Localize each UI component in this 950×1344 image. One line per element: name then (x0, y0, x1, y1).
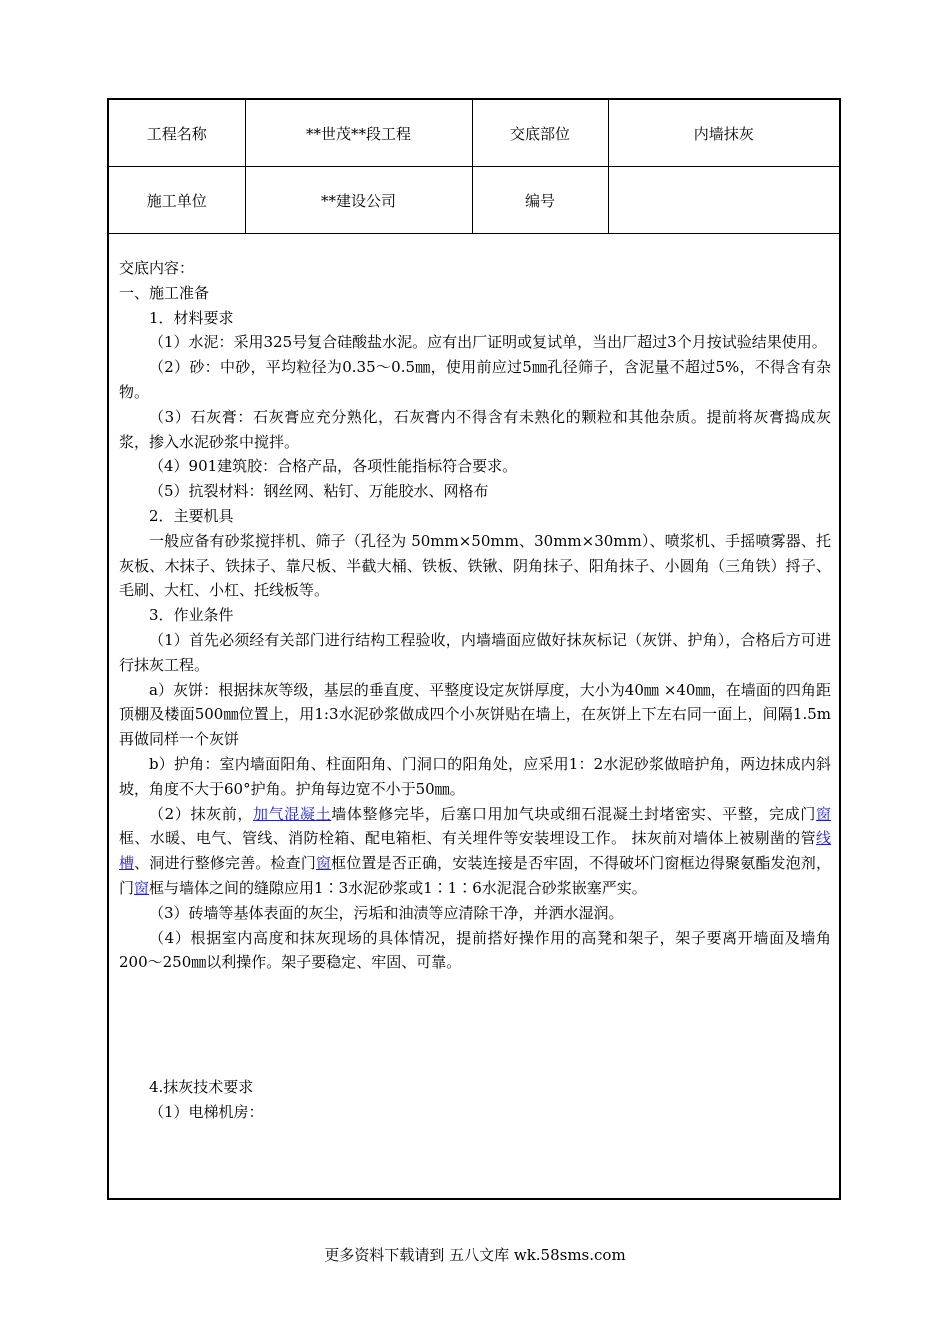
link-window[interactable]: 窗 (815, 804, 831, 823)
text-run: 框与墙体之间的缝隙应用1∶3水泥砂浆或1∶1∶6水泥混合砂浆嵌塞严实。 (149, 878, 647, 897)
text-run: （2）抹灰前， (149, 804, 254, 823)
link-aerated-concrete[interactable]: 加气混凝土 (253, 804, 332, 823)
disclosure-form (107, 98, 841, 1200)
paragraph: （3）砖墙等基体表面的灰尘，污垢和油渍等应清除干净，并洒水湿润。 (149, 903, 624, 922)
subsection-heading: 3．作业条件 (149, 606, 234, 625)
link-window[interactable]: 窗 (134, 878, 150, 897)
position-value: 内墙抹灰 (608, 100, 839, 167)
link-window[interactable]: 窗 (315, 854, 332, 873)
number-value (608, 167, 839, 234)
text-run: 框、水暖、电气、管线、消防栓箱、配电箱柜、有关埋件等安装埋设工作。 抹灰前对墙体上被剔凿的管 (119, 829, 816, 848)
text-run: 墙体整修完毕，后塞口用加气块或细石混凝土封堵密实、平整，完成门 (331, 804, 816, 823)
paragraph: a）灰饼：根据抹灰等级，基层的垂直度、平整度设定灰饼厚度，大小为40㎜ ×40㎜，在墙面的四角距顶棚及楼面500㎜位置上，用1:3水泥砂浆做成四个小灰饼贴在墙上，在灰饼上下左右同一面上，间隔1.5m再做同样一个灰饼 (119, 680, 831, 749)
paragraph: （2）砂：中砂，平均粒径为0.35～0.5㎜，使用前应过5㎜孔径筛子，含泥量不超过5%，不得含有杂物。 (119, 358, 831, 401)
paragraph: （5）抗裂材料：钢丝网、粘钉、万能胶水、网格布 (149, 482, 489, 501)
subsection-heading: 1．材料要求 (149, 308, 234, 327)
paragraph: （1）电梯机房： (149, 1102, 264, 1121)
footer-text: 更多资料下载请到 五八文库 wk.58sms.com (324, 1246, 626, 1264)
header-row (109, 100, 839, 167)
subsection-heading: 4.抹灰技术要求 (149, 1078, 254, 1097)
content-intro: 交底内容： (119, 259, 195, 277)
project-name-value: **世茂**段工程 (245, 100, 472, 167)
paragraph (119, 802, 831, 901)
paragraph: 一般应备有砂浆搅拌机、筛子（孔径为 50mm×50mm、30mm×30mm）、喷浆机、手摇喷雾器、托灰板、木抹子、铁抹子、靠尺板、半截大桶、铁板、铁锹、阴角抹子、阳角抹子、小圆角（三角铁）捋子、毛刷、大杠、小杠、托线板等。 (119, 531, 831, 600)
blank-space (119, 975, 831, 1075)
text-run: 、洞进行整修完善。检查门 (134, 854, 316, 873)
header-row (109, 167, 839, 234)
position-label: 交底部位 (472, 100, 608, 167)
project-name-label: 工程名称 (109, 100, 245, 167)
disclosure-content (119, 256, 831, 1125)
header-table (109, 100, 839, 234)
text-run: 框位置是否正确，安装连接是否牢固，不得破坏门窗框边得聚氨酯发泡剂，门 (119, 854, 831, 897)
paragraph: b）护角：室内墙面阳角、柱面阳角、门洞口的阳角处，应采用1：2水泥砂浆做暗护角，两边抹成内斜坡，角度不大于60°护角。护角每边宽不小于50㎜。 (119, 754, 831, 798)
paragraph: （3）石灰膏：石灰膏应充分熟化，石灰膏内不得含有未熟化的颗粒和其他杂质。提前将灰膏捣成灰浆，掺入水泥砂浆中搅拌。 (119, 407, 831, 451)
paragraph: （1）水泥：采用325号复合硅酸盐水泥。应有出厂证明或复试单，当出厂超过3个月按试验结果使用。 (149, 333, 827, 352)
paragraph: （4）901建筑胶：合格产品，各项性能指标符合要求。 (149, 457, 518, 476)
unit-value: **建设公司 (245, 167, 472, 234)
paragraph: （4）根据室内高度和抹灰现场的具体情况，提前搭好操作用的高凳和架子，架子要离开墙面及墙角200～250㎜以利操作。架子要稳定、牢固、可靠。 (119, 928, 831, 972)
subsection-heading: 2．主要机具 (149, 506, 234, 525)
number-label: 编号 (472, 167, 608, 234)
link-wire-slot[interactable]: 线槽 (119, 829, 831, 873)
section-heading: 一、施工准备 (119, 283, 210, 302)
paragraph: （1）首先必须经有关部门进行结构工程验收，内墙墙面应做好抹灰标记（灰饼、护角），合格后方可进行抹灰工程。 (119, 630, 831, 674)
unit-label: 施工单位 (109, 167, 245, 234)
